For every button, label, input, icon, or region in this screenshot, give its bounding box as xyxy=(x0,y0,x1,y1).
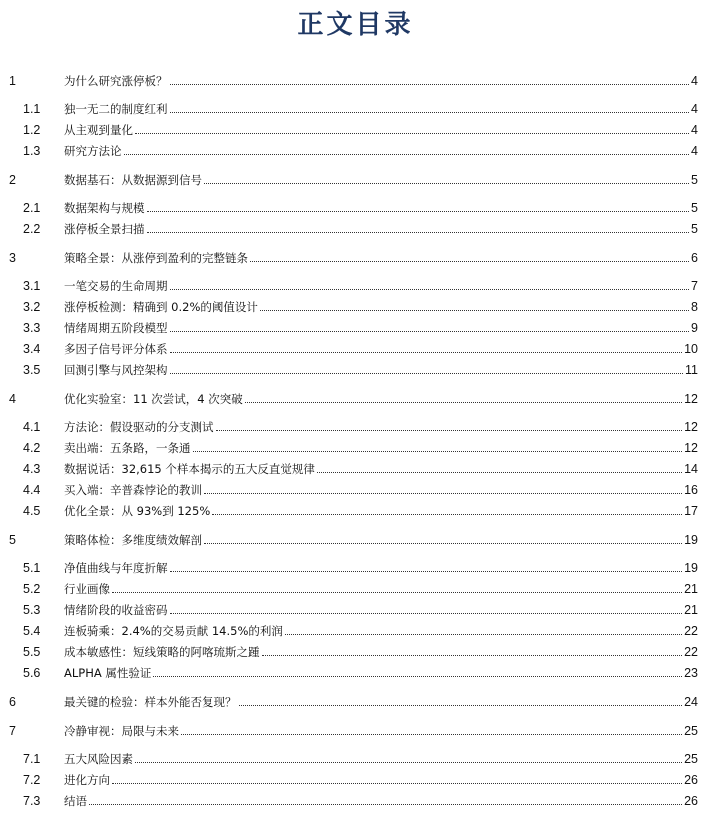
toc-entry-title: 研究方法论 xyxy=(64,144,122,158)
toc-entry[interactable] xyxy=(0,72,711,90)
toc-page-number: 4 xyxy=(691,74,698,88)
toc-entry[interactable] xyxy=(0,171,711,189)
toc-entry-title: 冷静审视：局限与未来 xyxy=(64,724,179,738)
toc-entry[interactable] xyxy=(0,792,711,810)
toc-section-number: 5.4 xyxy=(23,624,41,638)
toc-page-number: 22 xyxy=(684,624,698,638)
toc-entry-title: 从主观到量化 xyxy=(64,123,133,137)
toc-entry[interactable] xyxy=(0,481,711,499)
toc-entry-title: 为什么研究涨停板？ xyxy=(64,74,168,88)
toc-section-number: 7.1 xyxy=(23,752,41,766)
page-title: 正文目录 xyxy=(297,10,414,40)
toc-section-number: 5.2 xyxy=(23,582,41,596)
dot-leader xyxy=(181,722,682,735)
toc-entry[interactable] xyxy=(0,531,711,549)
dot-leader xyxy=(112,771,682,784)
toc-entry[interactable] xyxy=(0,249,711,267)
toc-entry-title: 情绪阶段的收益密码 xyxy=(64,603,168,617)
toc-page-number: 19 xyxy=(684,561,698,575)
toc-section-number: 6 xyxy=(9,695,16,709)
dot-leader xyxy=(285,622,682,635)
toc-page-number: 23 xyxy=(684,666,698,680)
toc-section-number: 2.2 xyxy=(23,222,41,236)
toc-entry-title: 数据基石：从数据源到信号 xyxy=(64,173,202,187)
dot-leader xyxy=(204,481,682,494)
toc-entry-title: 进化方向 xyxy=(64,773,110,787)
toc-page-number: 25 xyxy=(684,752,698,766)
toc-page-number: 10 xyxy=(684,342,698,356)
dot-leader xyxy=(147,220,690,233)
toc-page-number: 8 xyxy=(691,300,698,314)
toc-entry-title: 一笔交易的生命周期 xyxy=(64,279,168,293)
toc-section-number: 4.3 xyxy=(23,462,41,476)
toc-page-number: 6 xyxy=(691,251,698,265)
toc-section-number: 7.2 xyxy=(23,773,41,787)
dot-leader xyxy=(124,142,690,155)
toc-page-number: 12 xyxy=(684,392,698,406)
toc-section-number: 1.3 xyxy=(23,144,41,158)
toc-entry-title: 买入端：辛普森悖论的教训 xyxy=(64,483,202,497)
dot-leader xyxy=(153,664,682,677)
dot-leader xyxy=(170,100,690,113)
dot-leader xyxy=(260,298,689,311)
toc-section-number: 5.5 xyxy=(23,645,41,659)
dot-leader xyxy=(135,750,682,763)
toc-section-number: 5 xyxy=(9,533,16,547)
toc-section-number: 7.3 xyxy=(23,794,41,808)
toc-section-number: 5.1 xyxy=(23,561,41,575)
toc-section-number: 5.3 xyxy=(23,603,41,617)
toc-page-number: 19 xyxy=(684,533,698,547)
toc-section-number: 3.1 xyxy=(23,279,41,293)
toc-page-number: 16 xyxy=(684,483,698,497)
toc-page-number: 7 xyxy=(691,279,698,293)
toc-entry-title: 净值曲线与年度折解 xyxy=(64,561,168,575)
toc-entry[interactable] xyxy=(0,722,711,740)
dot-leader xyxy=(170,319,690,332)
dot-leader xyxy=(170,72,690,85)
toc-entry[interactable] xyxy=(0,390,711,408)
dot-leader xyxy=(262,643,683,656)
dot-leader xyxy=(170,559,683,572)
toc-entry-title: 涨停板全景扫描 xyxy=(64,222,145,236)
toc-section-number: 1.1 xyxy=(23,102,41,116)
toc-section-number: 4.2 xyxy=(23,441,41,455)
toc-entry-title: 优化实验室：11 次尝试，4 次突破 xyxy=(64,392,243,406)
toc-page-number: 5 xyxy=(691,173,698,187)
toc-entry[interactable] xyxy=(0,121,711,139)
toc-entry-title: 优化全景：从 93%到 125% xyxy=(64,504,211,518)
toc-entry[interactable] xyxy=(0,361,711,379)
toc-page-number: 9 xyxy=(691,321,698,335)
toc-entry-title: 数据说话：32,615 个样本揭示的五大反直觉规律 xyxy=(64,462,315,476)
toc-entry-title: 五大风险因素 xyxy=(64,752,133,766)
toc-entry-title: 情绪周期五阶段模型 xyxy=(64,321,168,335)
toc-page-number: 24 xyxy=(684,695,698,709)
toc-entry-title: 多因子信号评分体系 xyxy=(64,342,168,356)
toc-section-number: 3.3 xyxy=(23,321,41,335)
toc-entry[interactable] xyxy=(0,298,711,316)
toc-entry[interactable] xyxy=(0,601,711,619)
toc-entry[interactable] xyxy=(0,100,711,118)
toc-page-number: 21 xyxy=(684,603,698,617)
toc-entry[interactable] xyxy=(0,580,711,598)
toc-entry-title: 结语 xyxy=(64,794,87,808)
toc-entry-title: 成本敏感性：短线策略的阿喀琉斯之踵 xyxy=(64,645,260,659)
toc-entry[interactable] xyxy=(0,277,711,295)
toc-entry[interactable] xyxy=(0,220,711,238)
toc-section-number: 4.1 xyxy=(23,420,41,434)
dot-leader xyxy=(135,121,689,134)
dot-leader xyxy=(204,171,689,184)
toc-entry[interactable] xyxy=(0,502,711,520)
dot-leader xyxy=(170,361,684,374)
toc-entry-title: 最关键的检验：样本外能否复现？ xyxy=(64,695,237,709)
toc-entry[interactable] xyxy=(0,664,711,682)
toc-entry[interactable] xyxy=(0,643,711,661)
toc-page-number: 26 xyxy=(684,773,698,787)
toc-page-number: 4 xyxy=(691,144,698,158)
toc-entry-title: 涨停板检测：精确到 0.2%的阈值设计 xyxy=(64,300,258,314)
dot-leader xyxy=(239,693,683,706)
toc-section-number: 4.4 xyxy=(23,483,41,497)
toc-section-number: 3 xyxy=(9,251,16,265)
toc-entry-title: 行业画像 xyxy=(64,582,110,596)
toc-entry[interactable] xyxy=(0,559,711,577)
toc-entry[interactable] xyxy=(0,439,711,457)
dot-leader xyxy=(170,277,690,290)
toc-entry-title: 独一无二的制度红利 xyxy=(64,102,168,116)
dot-leader xyxy=(193,439,683,452)
toc-entry-title: ALPHA 属性验证 xyxy=(64,666,152,680)
toc-entry-title: 回测引擎与风控架构 xyxy=(64,363,168,377)
toc-entry[interactable] xyxy=(0,460,711,478)
toc-section-number: 7 xyxy=(9,724,16,738)
dot-leader xyxy=(250,249,689,262)
toc-page-number: 5 xyxy=(691,201,698,215)
toc-entry[interactable] xyxy=(0,622,711,640)
toc-entry[interactable] xyxy=(0,340,711,358)
toc-entry[interactable] xyxy=(0,693,711,711)
toc-entry-title: 数据架构与规模 xyxy=(64,201,145,215)
dot-leader xyxy=(147,199,690,212)
toc-page-number: 21 xyxy=(684,582,698,596)
toc-entry[interactable] xyxy=(0,771,711,789)
toc-entry[interactable] xyxy=(0,750,711,768)
toc-section-number: 3.4 xyxy=(23,342,41,356)
toc-page-number: 14 xyxy=(684,462,698,476)
dot-leader xyxy=(212,502,682,515)
dot-leader xyxy=(317,460,682,473)
toc-section-number: 1.2 xyxy=(23,123,41,137)
toc-page-number: 25 xyxy=(684,724,698,738)
toc-section-number: 3.2 xyxy=(23,300,41,314)
toc-page-number: 11 xyxy=(685,363,698,377)
toc-entry-title: 策略体检：多维度绩效解剖 xyxy=(64,533,202,547)
dot-leader xyxy=(245,390,682,403)
toc-section-number: 4 xyxy=(9,392,16,406)
toc-entry[interactable] xyxy=(0,199,711,217)
dot-leader xyxy=(170,601,683,614)
toc-page-number: 22 xyxy=(684,645,698,659)
toc-page-number: 17 xyxy=(684,504,698,518)
toc-section-number: 2.1 xyxy=(23,201,41,215)
toc-section-number: 3.5 xyxy=(23,363,41,377)
toc-section-number: 1 xyxy=(9,74,16,88)
dot-leader xyxy=(89,792,682,805)
toc-entry[interactable] xyxy=(0,142,711,160)
toc-page-number: 26 xyxy=(684,794,698,808)
toc-entry[interactable] xyxy=(0,418,711,436)
toc-page-number: 5 xyxy=(691,222,698,236)
toc-page-number: 4 xyxy=(691,102,698,116)
toc-page-number: 12 xyxy=(684,441,698,455)
dot-leader xyxy=(112,580,682,593)
toc-entry-title: 连板骑乘：2.4%的交易贡献 14.5%的利润 xyxy=(64,624,283,638)
toc-entry-title: 方法论：假设驱动的分支测试 xyxy=(64,420,214,434)
toc-section-number: 5.6 xyxy=(23,666,41,680)
toc-entry-title: 卖出端：五条路，一条通 xyxy=(64,441,191,455)
toc-section-number: 4.5 xyxy=(23,504,41,518)
dot-leader xyxy=(204,531,682,544)
toc-entry-title: 策略全景：从涨停到盈利的完整链条 xyxy=(64,251,248,265)
toc-section-number: 2 xyxy=(9,173,16,187)
dot-leader xyxy=(170,340,683,353)
toc-page-number: 4 xyxy=(691,123,698,137)
toc-page-number: 12 xyxy=(684,420,698,434)
toc-entry[interactable] xyxy=(0,319,711,337)
dot-leader xyxy=(216,418,683,431)
